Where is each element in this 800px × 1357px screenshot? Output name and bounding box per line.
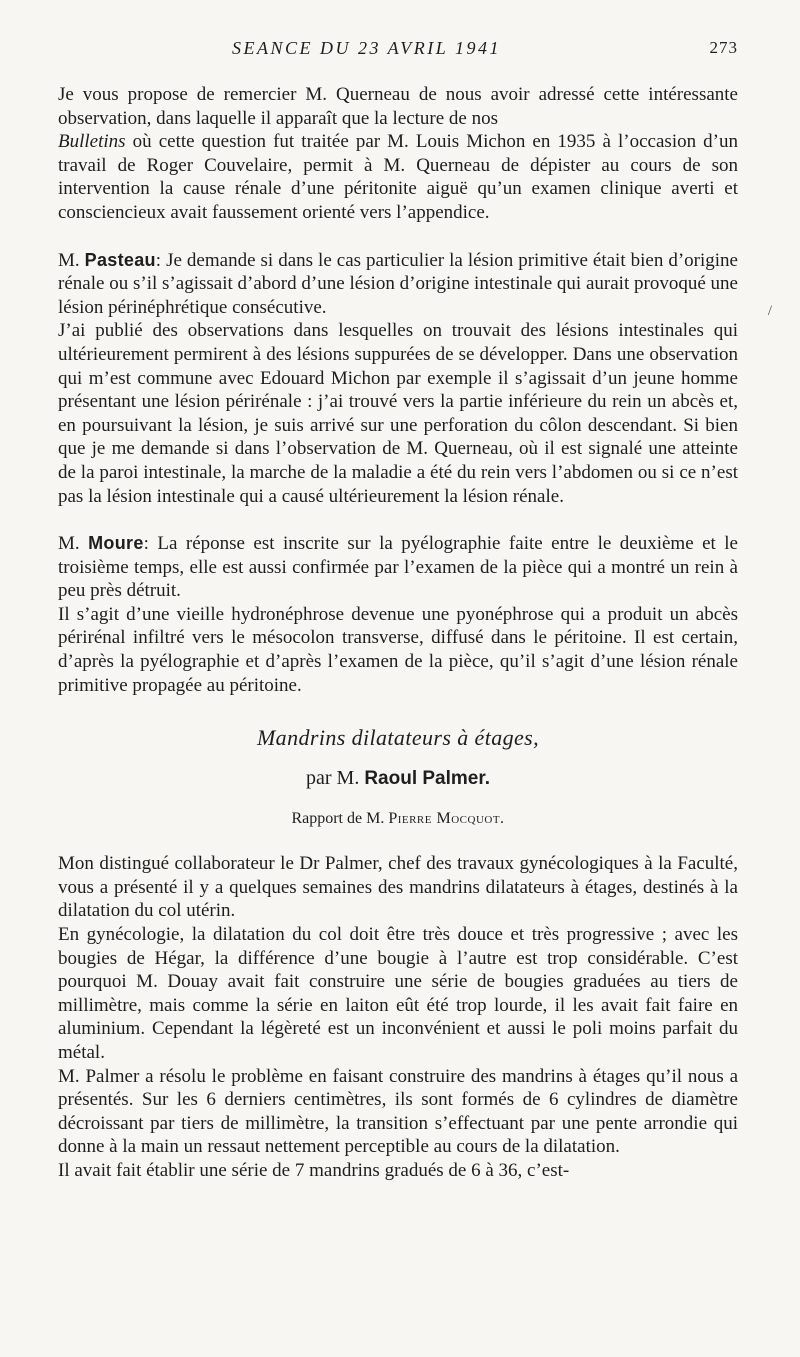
report-name: Pierre Mocquot.	[388, 810, 505, 828]
byline-name: Raoul Palmer.	[364, 768, 490, 790]
paragraph-querneau	[58, 83, 738, 225]
speaker-prefix: M.	[58, 533, 89, 555]
paragraph-moure	[58, 532, 738, 603]
paragraph-text: : Je demande si dans le cas particulier la lésion primitive était bien d’origine rénale ou s’il s’agissait d’abord d’une lésion d’origine intestinale qui aurait provoqué une lésion périnéphrétique consécutive.	[58, 249, 738, 318]
paragraph-moure-2: Il s’agit d’une vieille hydronéphrose devenue une pyonéphrose qui a produit un abcès périrénal infiltré vers le mésocolon transverse, diffusé dans le péritoine. Il est certain, d’après la pyélographie et d’après l’examen de la pièce, qu’il s’agit d’une lésion rénale primitive propagée au péritoine.	[58, 603, 738, 696]
article-paragraph-3: M. Palmer a résolu le problème en faisant construire des mandrins à étages qu’il nous a présentés. Sur les 6 derniers centimètres, ils sont formés de 6 cylindres de diamètre décroissant par tiers de millimètre, la transition s’effectuant par une pente arrondie qui donne à la main un ressaut nettement perceptible au cours de la dilatation.	[58, 1065, 738, 1158]
page-body	[58, 83, 738, 1183]
article-paragraph-1: Mon distingué collaborateur le Dr Palmer, chef des travaux gynécologiques à la Faculté, vous a présenté il y a quelques semaines des mandrins dilatateurs à étages, destinés à la dilatation du col utérin.	[58, 853, 738, 922]
speaker-prefix: M.	[58, 249, 85, 271]
article-title: Mandrins dilatateurs à étages,	[256, 725, 540, 751]
article-paragraph-4: Il avait fait établir une série de 7 mandrins gradués de 6 à 36, c’est-	[58, 1159, 570, 1181]
paragraph-text: Je vous propose de remercier M. Querneau de nous avoir adressé cette intéressante observation, dans laquelle il apparaît que la lecture de nos	[58, 84, 738, 129]
paragraph-pasteau	[58, 249, 738, 320]
speaker-name-moure: Moure	[88, 533, 144, 554]
margin-mark: /	[767, 303, 772, 319]
paragraph-text: où cette question fut traitée par M. Louis Michon en 1935 à l’occasion d’un travail de Roger Couvelaire, permit à M. Querneau de dépister au cours de son intervention la cause rénale d’une péritonite aiguë qu’un examen clinique averti et consciencieux avait faussement orienté vers l’appendice.	[58, 131, 738, 223]
running-title: SEANCE DU 23 AVRIL 1941	[232, 38, 501, 58]
article-paragraph-2: En gynécologie, la dilatation du col doit être très douce et très progressive ; avec les bougies de Hégar, la différence d’une bougie à l’autre est trop considérable. C’est pourquoi M. Douay avait fait construire une série de bougies graduées au tiers de millimètre, mais comme la série en laiton eût été trop lourde, il les avait fait faire en aluminium. Cependant la légèreté est un inconvénient et aussi le poli moins parfait du métal.	[58, 924, 738, 1063]
bulletins-italic: Bulletins	[58, 131, 126, 153]
paragraph-text: : La réponse est inscrite sur la pyélographie faite entre le deuxième et le troisième temps, elle est aussi confirmée par l’examen de la pièce qui a montré un rein à peu près détruit.	[58, 533, 738, 602]
paragraph-pasteau-2: J’ai publié des observations dans lesquelles on trouvait des lésions intestinales qui ultérieurement permirent à des lésions suppurées de se développer. Dans une observation qui m’est commune avec Edouard Michon par exemple il s’agissait d’un jeune homme présentant une lésion périrénale : j’ai trouvé vers la partie inférieure du rein un abcès et, en poursuivant la lésion, je suis arrivé sur une perforation du côlon descendant. Si bien que je me demande si dans l’observation de M. Querneau, où il est signalé une atteinte de la paroi intestinale, la marche de la maladie a été du rein vers l’abdomen ou si ce n’est pas la lésion intestinale qui a causé ultérieurement la lésion rénale.	[58, 320, 738, 507]
report-line	[58, 810, 738, 828]
report-prefix: Rapport de M.	[291, 810, 389, 828]
speaker-name-pasteau: Pasteau	[84, 249, 156, 270]
page-number: 273	[709, 38, 738, 57]
article-byline	[58, 767, 738, 790]
byline-prefix: par M.	[306, 767, 365, 790]
